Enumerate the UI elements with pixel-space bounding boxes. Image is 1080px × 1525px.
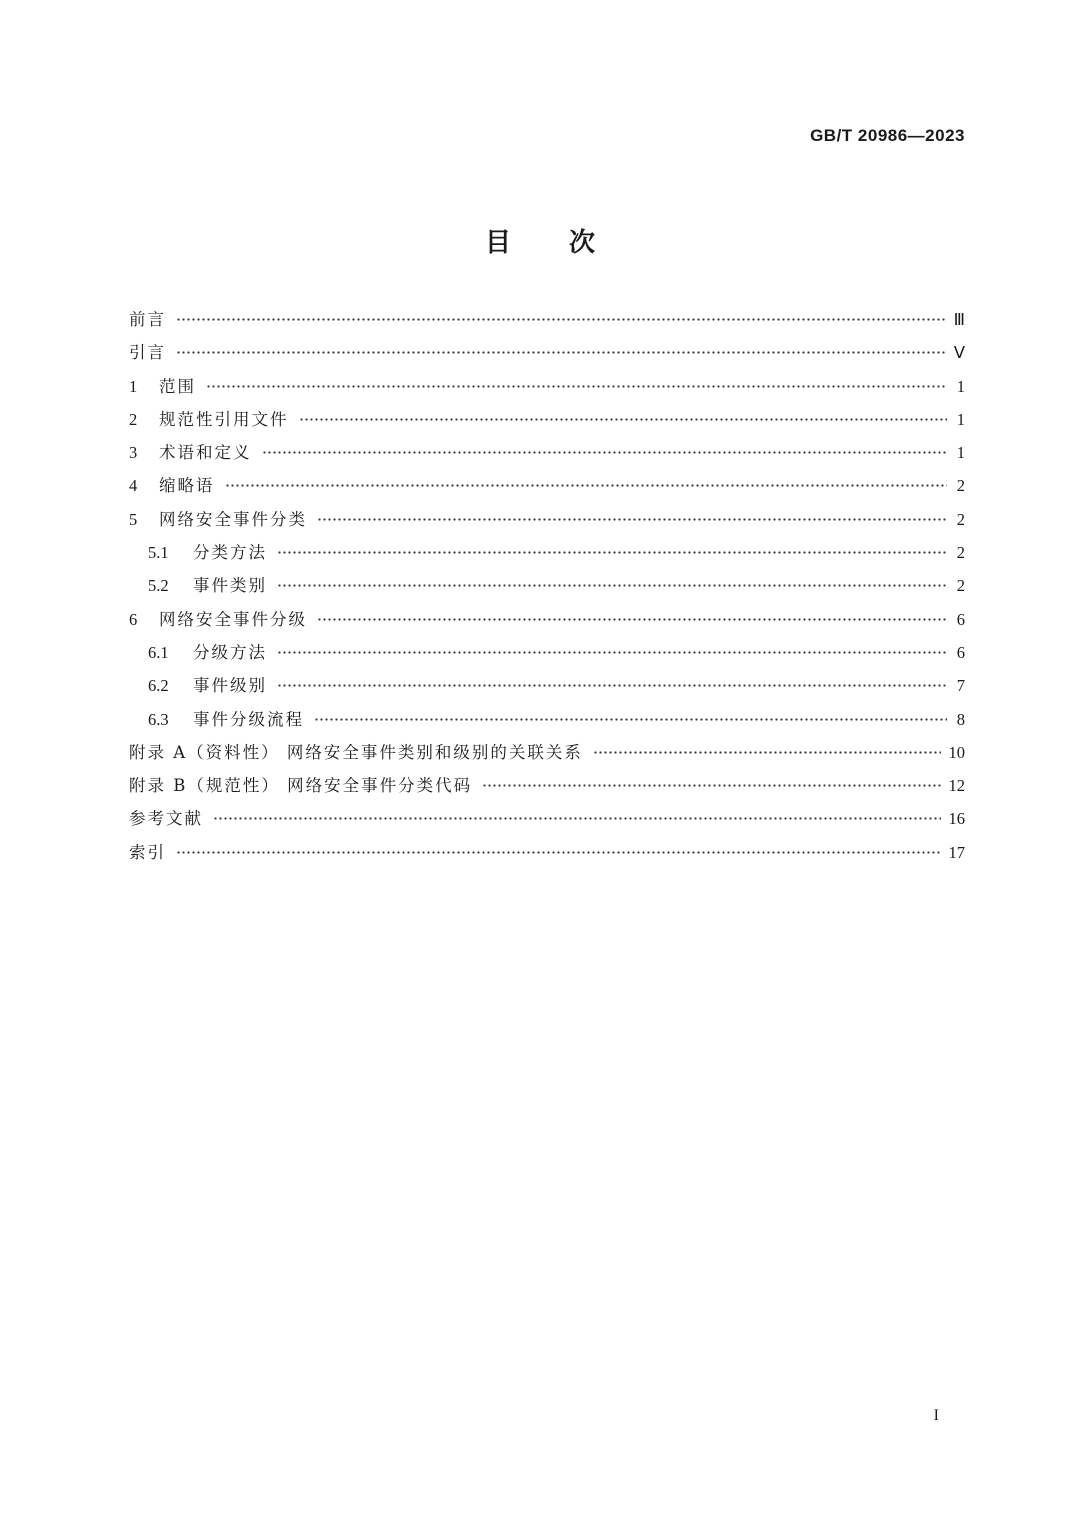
toc-entry-page: 1 <box>956 376 965 396</box>
toc-entry-label: 事件级别 <box>193 676 267 696</box>
dot-leader <box>206 385 947 388</box>
toc-entry[interactable] <box>129 339 965 372</box>
toc-entry[interactable] <box>129 639 965 672</box>
toc-entry-page: 2 <box>956 476 965 496</box>
toc-entry[interactable] <box>129 506 965 539</box>
toc-entry-label: 网络安全事件分级 <box>159 609 307 629</box>
toc-entry-label: 前言 <box>129 310 166 329</box>
toc-entry-page: 2 <box>956 509 965 529</box>
toc-entry-label: 索引 <box>129 842 166 862</box>
dot-leader <box>277 651 947 654</box>
dot-leader <box>317 618 947 621</box>
toc-entry[interactable] <box>129 539 965 572</box>
toc-entry-label: 网络安全事件分类 <box>159 509 307 529</box>
toc-entry[interactable] <box>129 373 965 406</box>
page-title: 目次 <box>484 228 653 258</box>
toc-entry-page: 7 <box>956 676 965 696</box>
toc-entry[interactable] <box>129 472 965 505</box>
toc-entry-label: 附录 A（资料性） 网络安全事件类别和级别的关联关系 <box>129 742 583 762</box>
dot-leader <box>277 584 947 587</box>
toc-entry-number: 5.2 <box>148 576 169 596</box>
footer-page-number: I <box>933 1407 939 1424</box>
toc-entry[interactable] <box>129 805 965 838</box>
dot-leader <box>299 418 948 421</box>
toc-entry[interactable] <box>129 606 965 639</box>
dot-leader <box>277 684 947 687</box>
dot-leader <box>277 551 947 554</box>
toc-entry[interactable] <box>129 306 965 339</box>
toc-entry-number: 3 <box>129 443 138 463</box>
toc-entry[interactable] <box>129 572 965 605</box>
dot-leader <box>176 318 946 321</box>
toc-entry[interactable] <box>129 772 965 805</box>
toc-entry-page: 16 <box>948 809 965 829</box>
toc-entry-label: 分级方法 <box>193 642 267 662</box>
toc-entry-number: 6.2 <box>148 676 169 696</box>
dot-leader <box>213 817 941 820</box>
toc-entry[interactable] <box>129 672 965 705</box>
toc-entry-number: 6 <box>129 609 138 629</box>
toc-entry-label: 缩略语 <box>159 476 215 496</box>
toc-entry[interactable] <box>129 439 965 472</box>
toc-entry-page: 2 <box>956 576 965 596</box>
toc-entry-label: 引言 <box>129 343 166 363</box>
toc-entry-number: 6.3 <box>148 709 169 729</box>
toc-entry-number: 5 <box>129 509 138 529</box>
toc-entry-page: 1 <box>956 443 965 463</box>
dot-leader <box>225 484 948 487</box>
toc-entry-page: 10 <box>948 742 965 762</box>
toc-entry-label: 事件类别 <box>193 576 267 596</box>
dot-leader <box>176 851 941 854</box>
table-of-contents <box>129 306 965 872</box>
toc-entry[interactable] <box>129 706 965 739</box>
dot-leader <box>176 351 946 354</box>
toc-entry-label: 参考文献 <box>129 809 203 829</box>
toc-entry-number: 2 <box>129 409 138 429</box>
toc-entry-page: Ⅲ <box>953 310 965 329</box>
toc-entry-page: 6 <box>956 609 965 629</box>
toc-entry-page: 12 <box>948 776 965 796</box>
toc-entry-page: 2 <box>956 543 965 563</box>
toc-entry-page: 8 <box>956 709 965 729</box>
toc-entry-number: 5.1 <box>148 543 169 563</box>
toc-entry-page: 17 <box>948 842 965 862</box>
dot-leader <box>482 784 940 787</box>
toc-entry[interactable] <box>129 739 965 772</box>
toc-entry-page: 1 <box>956 409 965 429</box>
toc-entry-label: 范围 <box>159 376 196 396</box>
toc-entry-page: 6 <box>956 642 965 662</box>
toc-entry-label: 术语和定义 <box>159 443 252 463</box>
dot-leader <box>262 451 948 454</box>
dot-leader <box>314 718 947 721</box>
toc-entry-label: 事件分级流程 <box>193 709 304 729</box>
toc-entry[interactable] <box>129 406 965 439</box>
toc-entry-label: 规范性引用文件 <box>159 409 289 429</box>
standard-number: GB/T 20986—2023 <box>810 126 965 145</box>
toc-entry-number: 4 <box>129 476 138 496</box>
dot-leader <box>317 518 947 521</box>
dot-leader <box>593 751 941 754</box>
toc-entry-number: 1 <box>129 376 138 396</box>
toc-entry-label: 附录 B（规范性） 网络安全事件分类代码 <box>129 776 473 796</box>
toc-entry-number: 6.1 <box>148 642 169 662</box>
toc-entry-page: Ⅴ <box>953 343 965 363</box>
toc-entry-label: 分类方法 <box>193 543 267 563</box>
toc-entry[interactable] <box>129 839 965 872</box>
